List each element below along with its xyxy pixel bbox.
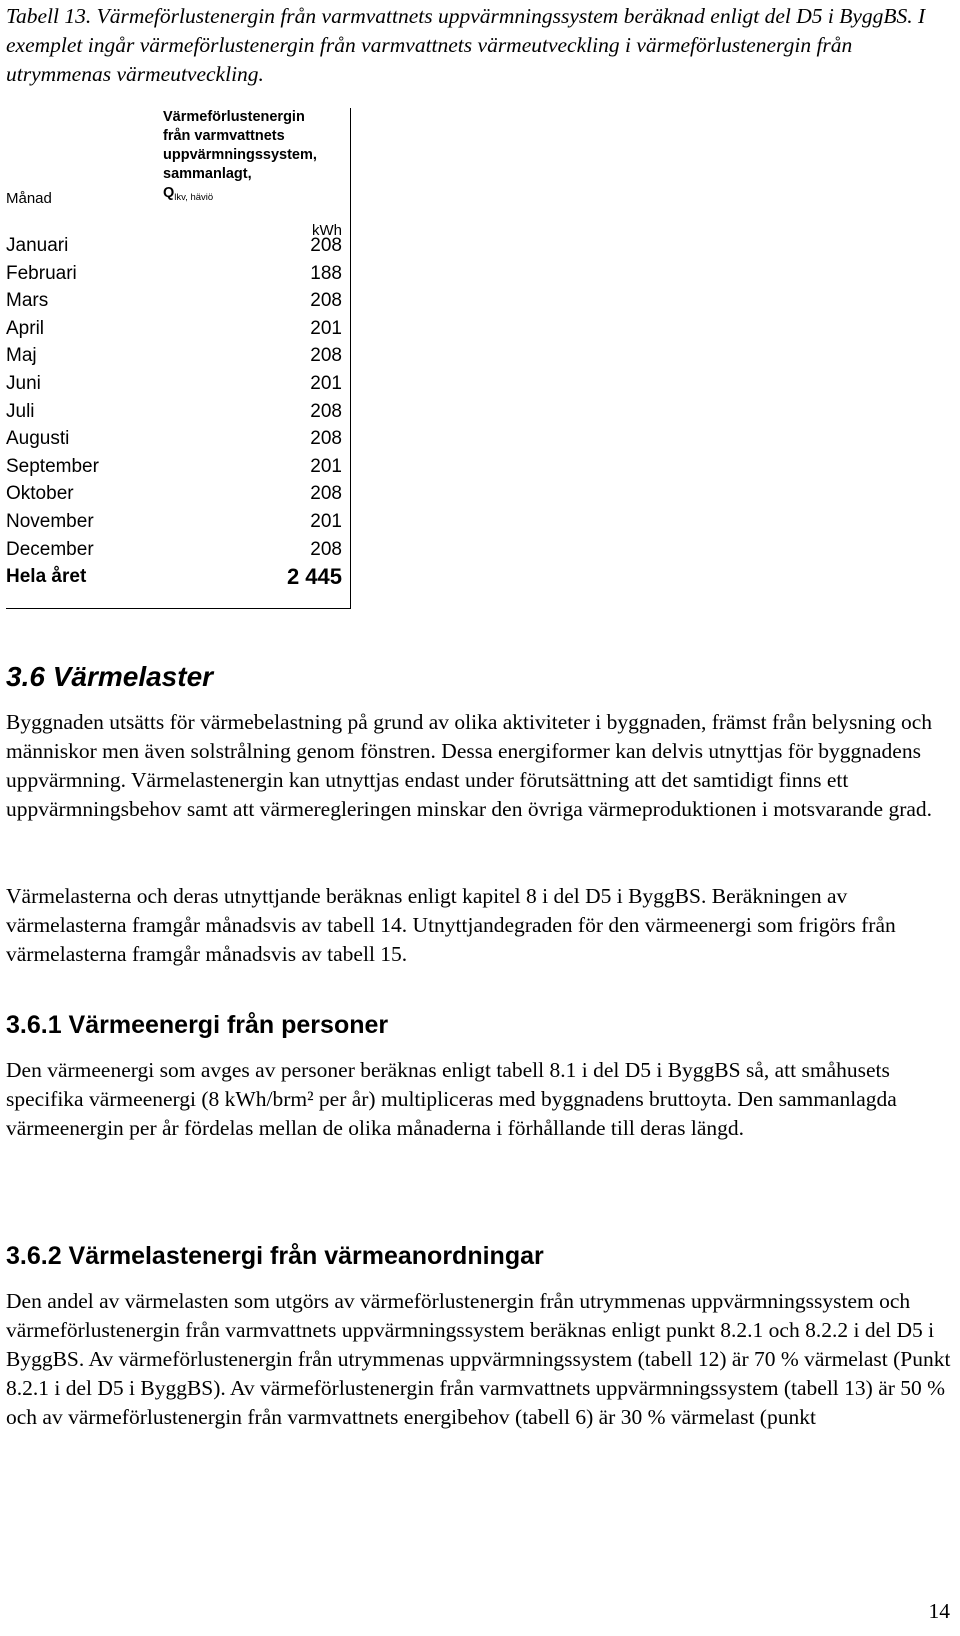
table-row	[6, 428, 350, 456]
paragraph-3-6-2: Den andel av värmelasten som utgörs av värmeförlustenergin från utrymmenas uppvärmningssystem och värmeförlustenergin från varmvattnets uppvärmningssystem beräknas enligt punkt 8.2.1 och 8.2.2 i del D5 i ByggBS. Av värmeförlustenergin från utrymmenas uppvärmningssystem (tabell 12) är 70 % värmelast (Punkt 8.2.1 i del D5 i ByggBS). Av värmeförlustenergin från varmvattnets uppvärmningssystem (tabell 13) är 50 % och av värmeförlustenergin från varmvattnets energibehov (tabell 6) är 30 % värmelast (punkt	[6, 1289, 951, 1429]
month-cell: Oktober	[6, 483, 74, 505]
value-cell: 208	[310, 428, 342, 450]
month-cell: September	[6, 455, 99, 477]
header-line: uppvärmningssystem,	[163, 147, 317, 163]
month-cell: December	[6, 538, 94, 560]
table-row	[6, 235, 350, 263]
header-line: från varmvattnets	[163, 128, 285, 144]
month-cell: Augusti	[6, 428, 70, 450]
symbol-q: Q	[163, 185, 175, 201]
month-cell: November	[6, 511, 94, 532]
value-cell: 208	[310, 290, 342, 312]
table-row	[6, 345, 350, 373]
value-cell: 208	[310, 400, 342, 422]
value-cell: 201	[310, 373, 342, 394]
paragraph-3-6-1: Den värmeenergi som avges av personer beräknas enligt tabell 8.1 i del D5 i ByggBS så, att småhusets specifika värmeenergi (8 kWh/brm² per år) multipliceras med byggnadens bruttoyta. Den sammanlagda värmeenergin per år fördelas mellan de olika månaderna i förhållande till deras längd.	[6, 1058, 897, 1140]
paragraph-3-6-intro: Byggnaden utsätts för värmebelastning på grund av olika aktiviteter i byggnaden, främst från belysning och människor men även solstrålning genom fönstren. Dessa energiformer kan delvis utnyttjas för byggnadens uppvärmning. Värmelastenergin kan utnyttjas endast under förutsättning att det samtidigt finns ett uppvärmningsbehov samt att värmeregleringen minskar den övriga värmeproduktionen i motsvarande grad.	[6, 710, 933, 821]
month-cell: Maj	[6, 345, 37, 367]
value-cell: 208	[310, 483, 342, 505]
value-cell: 201	[310, 511, 342, 532]
month-cell: Juli	[6, 400, 35, 422]
value-cell: 201	[310, 455, 342, 477]
value-cell: 208	[310, 345, 342, 367]
value-cell: 208	[310, 538, 342, 560]
page-number: 14	[928, 1599, 950, 1623]
table-caption: Tabell 13. Värmeförlustenergin från varmvattnets uppvärmningssystem beräknad enligt del D5 i ByggBS. I exemplet ingår värmeförlustenergin från varmvattnets värmeutveckling i värmeförlustenergin från utrymmenas värmeutveckling.	[6, 4, 926, 86]
table-row	[6, 263, 350, 291]
symbol-subscript: lkv, häviö	[174, 192, 214, 203]
month-cell: Januari	[6, 235, 69, 256]
table-row	[6, 318, 350, 346]
heat-loss-table	[6, 108, 351, 609]
column-unit: kWh	[312, 222, 342, 239]
table-row	[6, 373, 350, 401]
column-header-heat-loss	[163, 108, 317, 207]
month-cell: Juni	[6, 373, 41, 394]
table-row	[6, 290, 350, 318]
table-row	[6, 401, 350, 429]
month-cell: Mars	[6, 290, 49, 312]
table-row-total	[6, 566, 350, 594]
header-line: sammanlagt,	[163, 166, 252, 182]
section-heading-3-6-1: 3.6.1 Värmeenergi från personer	[6, 1011, 389, 1039]
section-heading-3-6: 3.6 Värmelaster	[6, 661, 214, 692]
column-header-month: Månad	[6, 190, 52, 207]
month-cell: Februari	[6, 262, 77, 284]
value-cell: 188	[310, 262, 342, 284]
section-heading-3-6-2: 3.6.2 Värmelastenergi från värmeanordningar	[6, 1242, 544, 1270]
month-cell: April	[6, 317, 45, 339]
table-row	[6, 456, 350, 484]
table-row	[6, 511, 350, 539]
header-symbol	[163, 184, 317, 207]
value-cell: 208	[310, 235, 342, 256]
header-line: Värmeförlustenergin	[163, 109, 305, 125]
total-label: Hela året	[6, 566, 87, 588]
total-value: 2 445	[286, 564, 342, 590]
table-row	[6, 483, 350, 511]
value-cell: 201	[310, 317, 342, 339]
paragraph-3-6-calc: Värmelasterna och deras utnyttjande beräknas enligt kapitel 8 i del D5 i ByggBS. Beräkningen av värmelasterna framgår månadsvis av tabell 14. Utnyttjandegraden för den värmeenergi som frigörs från värmelasterna framgår månadsvis av tabell 15.	[6, 884, 896, 966]
table-row	[6, 539, 350, 567]
